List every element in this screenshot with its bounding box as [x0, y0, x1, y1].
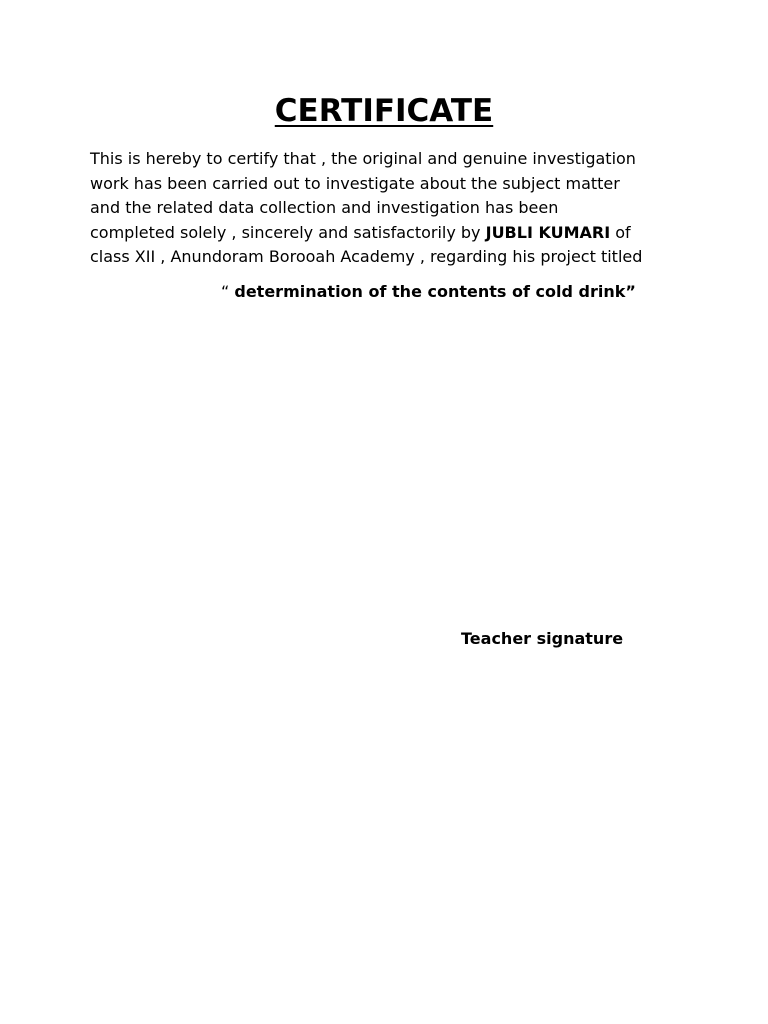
- certificate-title: CERTIFICATE: [274, 93, 494, 129]
- body-line-4-suffix: of: [610, 222, 631, 242]
- student-name: JUBLI KUMARI: [485, 222, 611, 242]
- body-line-2: work has been carried out to investigate about the subject matter: [90, 173, 620, 193]
- project-title-open-quote: “: [221, 282, 235, 301]
- body-line-1: This is hereby to certify that , the original and genuine investigation: [90, 149, 636, 168]
- body-line-4: [90, 221, 680, 246]
- teacher-signature-label: Teacher signature: [461, 629, 624, 648]
- certificate-body: [90, 147, 680, 270]
- body-line-4-prefix: completed solely , sincerely and satisfactorily by: [90, 222, 486, 242]
- body-line-3: and the related data collection and investigation has been: [90, 198, 559, 217]
- project-title-text: determination of the contents of cold drink”: [234, 282, 636, 301]
- project-title: [221, 280, 636, 304]
- body-line-5: class XII , Anundoram Borooah Academy , regarding his project titled: [90, 247, 643, 266]
